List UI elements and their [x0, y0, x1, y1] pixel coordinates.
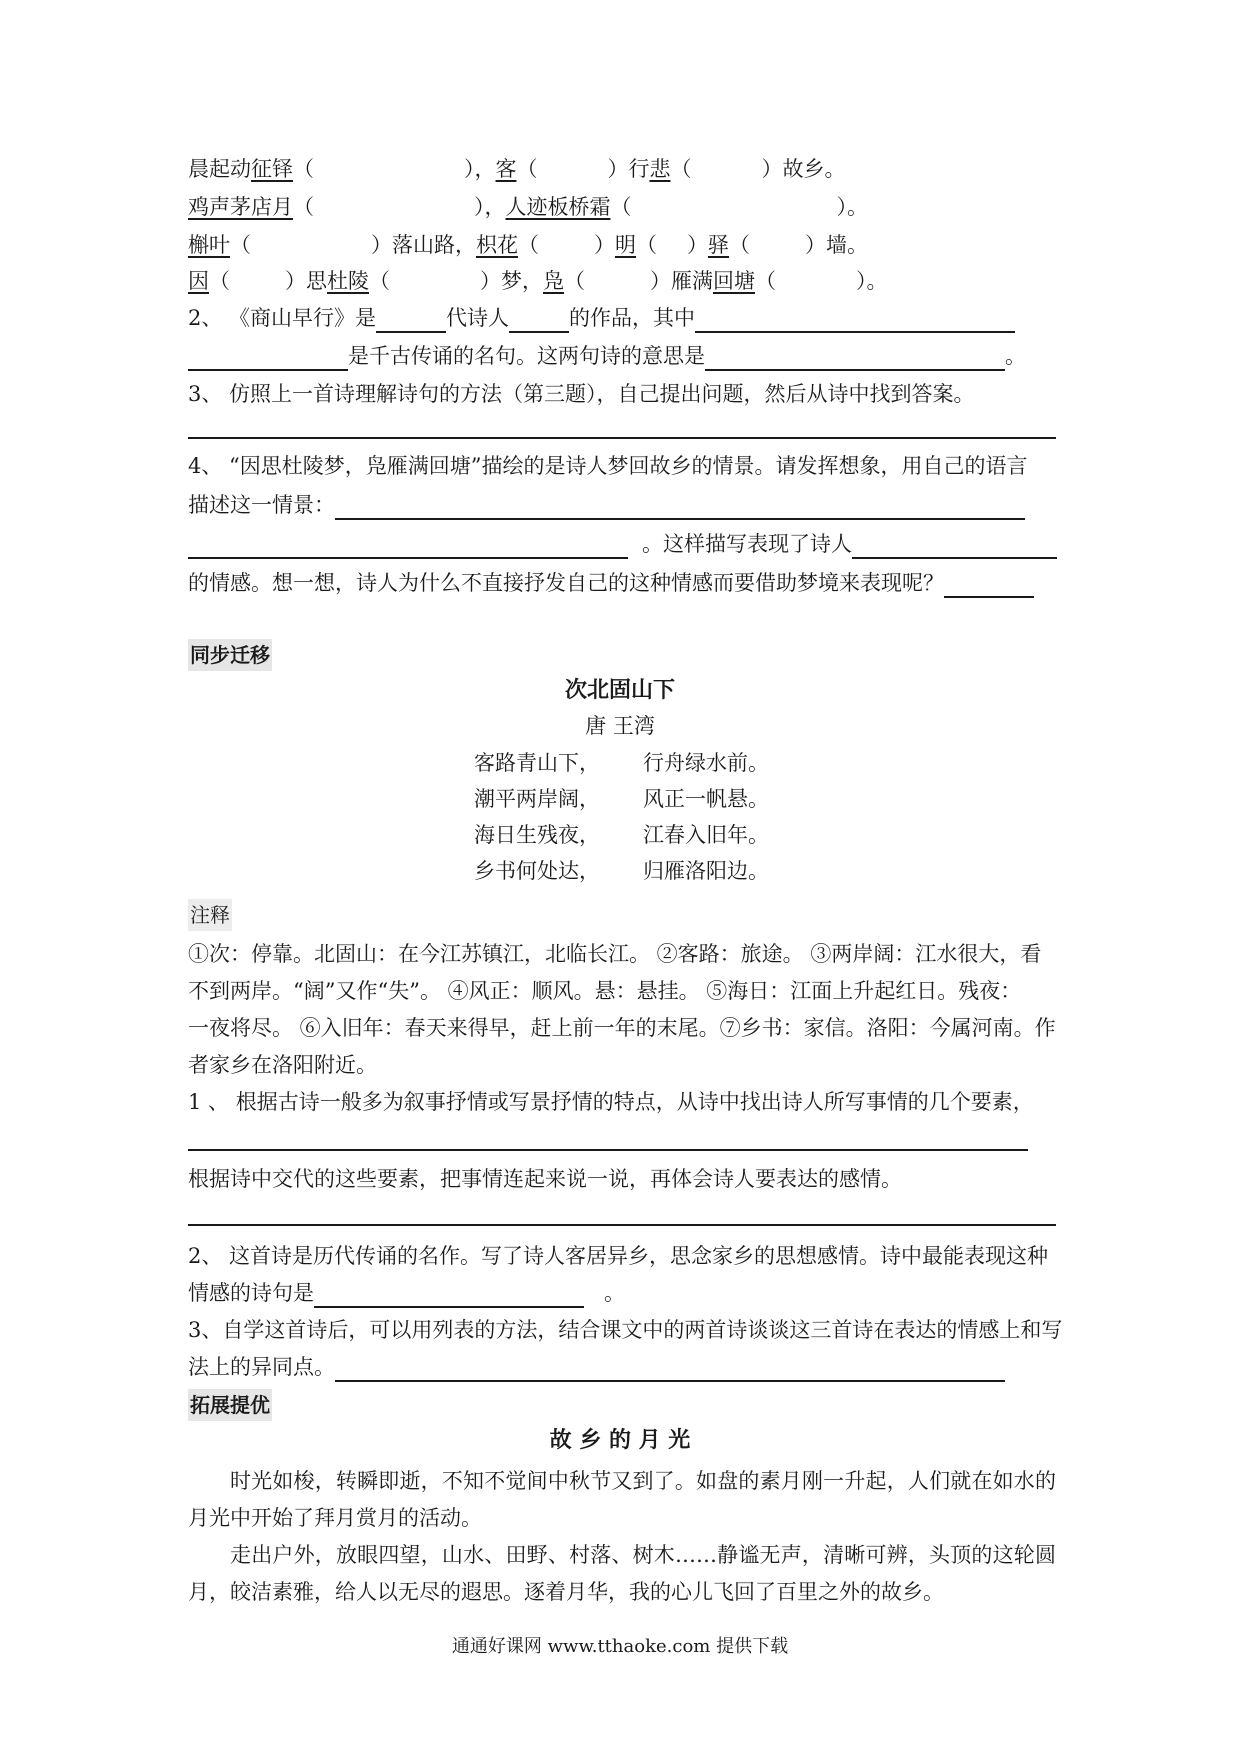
- answer-blank[interactable]: [695, 309, 1015, 333]
- question-4-line-2: [188, 490, 1025, 520]
- question-text: 2、 《商山早行》是: [188, 306, 377, 330]
- exercise-3-line-2: [188, 1352, 1005, 1382]
- paren-open: （: [729, 233, 750, 257]
- fill-in-row-4: [188, 266, 888, 296]
- fill-in-row-3: [188, 230, 868, 260]
- answer-line[interactable]: [188, 437, 1056, 439]
- question-text: 是千古传诵的名句。这两句诗的意思是: [348, 344, 705, 368]
- section-heading-sync: 同步迁移: [188, 639, 272, 671]
- paren-open: （: [670, 157, 692, 181]
- fill-in-row-2: [188, 192, 868, 222]
- answer-blank[interactable]: [944, 574, 1034, 598]
- text: ）故乡。: [761, 157, 846, 181]
- question-text: 描述这一情景：: [188, 493, 335, 517]
- section-heading-extend: 拓展提优: [188, 1389, 272, 1421]
- question-2-line-2: [188, 341, 1026, 371]
- essay-paragraph: 走出户外，放眼四望，山水、田野、村落、树木……静谧无声，清晰可辨，头顶的这轮圆月，皎洁素雅，给人以无尽的遐思。逐着月华，我的心儿飞回了百里之外的故乡。: [188, 1543, 1056, 1604]
- exercise-2-line-2: [188, 1278, 625, 1308]
- text: ）行: [607, 157, 650, 181]
- exercise-1-followup: 根据诗中交代的这些要素，把事情连起来说一说，再体会诗人要表达的感情。: [188, 1167, 902, 1191]
- paren-open: （: [516, 157, 538, 181]
- text: ）。: [856, 269, 888, 293]
- underlined-word: 悲: [649, 157, 671, 181]
- notes-line: ①次：停靠。北固山：在今江苏镇江，北临长江。 ②客路：旅途。 ③两岸阔：江水很大，看: [188, 942, 1042, 966]
- question-text: 。: [1005, 344, 1026, 368]
- poem-line: 海日生残夜，: [474, 823, 600, 847]
- question-text: 法上的异同点。: [188, 1355, 335, 1379]
- underlined-word: 枳花: [476, 233, 518, 257]
- text: ）墙。: [805, 233, 868, 257]
- text: 晨起动: [188, 157, 251, 181]
- underlined-word: 客: [495, 157, 517, 181]
- answer-blank[interactable]: [335, 1358, 1005, 1382]
- text: ）落山路，: [371, 233, 476, 257]
- notes-label: 注释: [188, 899, 232, 931]
- question-2-line-1: [188, 303, 1015, 333]
- underlined-word: 凫: [543, 269, 564, 293]
- answer-blank[interactable]: [705, 347, 1005, 371]
- paren-open: （: [518, 233, 539, 257]
- underlined-word: 回塘: [713, 269, 755, 293]
- underlined-word: 因: [188, 269, 209, 293]
- question-4-line-1: 4、 “因思杜陵梦，凫雁满回塘”描绘的是诗人梦回故乡的情景。请发挥想象，用自己的语言: [188, 454, 1028, 478]
- text: ）思: [285, 269, 327, 293]
- exercise-1: 1 、 根据古诗一般多为叙事抒情或写景抒情的特点，从诗中找出诗人所写事情的几个要素，: [188, 1090, 1034, 1114]
- notes-line: 者家乡在洛阳附近。: [188, 1053, 377, 1077]
- question-text: 的作品，其中: [569, 306, 696, 330]
- question-3: 3、 仿照上一首诗理解诗句的方法（第三题），自己提出问题，然后从诗中找到答案。: [188, 382, 975, 406]
- question-4-line-4: [188, 568, 1034, 598]
- paren-open: （: [209, 269, 230, 293]
- underlined-word: 槲叶: [188, 233, 230, 257]
- text: ）雁满: [650, 269, 713, 293]
- poem-line: 乡书何处达，: [474, 859, 600, 883]
- text: ）: [687, 233, 708, 257]
- poem-line: 归雁洛阳边。: [643, 859, 769, 883]
- underlined-word: 鸡声茅店月: [188, 195, 293, 219]
- answer-blank[interactable]: [852, 535, 1057, 559]
- text: ）: [594, 233, 615, 257]
- poem-line: 江春入旧年。: [643, 823, 769, 847]
- essay-paragraph: 时光如梭，转瞬即逝，不知不觉间中秋节又到了。如盘的素月刚一升起，人们就在如水的月光中开始了拜月赏月的活动。: [188, 1469, 1056, 1530]
- exercise-3-line-1: 3、自学这首诗后，可以用列表的方法，结合课文中的两首诗谈谈这三首诗在表达的情感上和写: [188, 1318, 1063, 1342]
- text: ），: [474, 195, 506, 219]
- exercise-2-line-1: 2、 这首诗是历代传诵的名作。写了诗人客居异乡，思念家乡的思想感情。诗中最能表现这种: [188, 1244, 1049, 1268]
- underlined-word: 明: [615, 233, 636, 257]
- poem-line: 潮平两岸阔，: [474, 787, 600, 811]
- question-text: 情感的诗句是: [188, 1281, 314, 1305]
- paren-open: （: [564, 269, 585, 293]
- page-footer: 通通好课网 www.tthaoke.com 提供下载: [451, 1636, 789, 1657]
- question-text: 代诗人: [446, 306, 510, 330]
- paren-open: （: [755, 269, 776, 293]
- underlined-word: 人迹板桥霜: [505, 195, 611, 219]
- notes-line: 一夜将尽。 ⑥入旧年：春天来得早，赶上前一年的末尾。⑦乡书：家信。洛阳：今属河南。作: [188, 1016, 1056, 1040]
- answer-blank[interactable]: [188, 535, 628, 559]
- paren-open: （: [636, 233, 657, 257]
- question-text: 的情感。想一想，诗人为什么不直接抒发自己的这种情感而要借助梦境来表现呢？: [188, 571, 944, 595]
- answer-blank[interactable]: [335, 496, 1025, 520]
- underlined-word: 杜陵: [327, 269, 369, 293]
- notes-line: 不到两岸。“阔”又作“失”。 ④风正：顺风。悬：悬挂。 ⑤海日：江面上升起红日。残夜：: [188, 979, 1022, 1003]
- poem-line: 行舟绿水前。: [643, 751, 769, 775]
- question-text: 。这样描写表现了诗人: [642, 532, 852, 556]
- underlined-word: 征铎: [251, 157, 293, 181]
- paren-open: （: [610, 195, 632, 219]
- answer-line[interactable]: [188, 1224, 1056, 1226]
- answer-blank[interactable]: [509, 309, 569, 333]
- paren-open: （: [293, 195, 314, 219]
- essay-title: 故 乡 的 月 光: [549, 1428, 691, 1453]
- answer-line[interactable]: [188, 1149, 1028, 1151]
- question-text: 。: [604, 1281, 625, 1305]
- poem-author: 唐 王湾: [585, 714, 655, 738]
- paren-open: （: [293, 157, 314, 181]
- text: ）梦，: [480, 269, 543, 293]
- poem-title: 次北固山下: [564, 678, 675, 703]
- text: ），: [464, 157, 496, 181]
- underlined-word: 驿: [708, 233, 729, 257]
- poem-line: 客路青山下，: [474, 751, 600, 775]
- question-4-line-3: [188, 529, 1057, 559]
- answer-blank[interactable]: [376, 309, 446, 333]
- fill-in-row-1: [188, 154, 846, 184]
- answer-blank[interactable]: [314, 1284, 584, 1308]
- paren-open: （: [230, 233, 251, 257]
- paren-open: （: [369, 269, 390, 293]
- text: ）。: [836, 195, 868, 219]
- answer-blank[interactable]: [188, 347, 348, 371]
- poem-line: 风正一帆悬。: [643, 787, 769, 811]
